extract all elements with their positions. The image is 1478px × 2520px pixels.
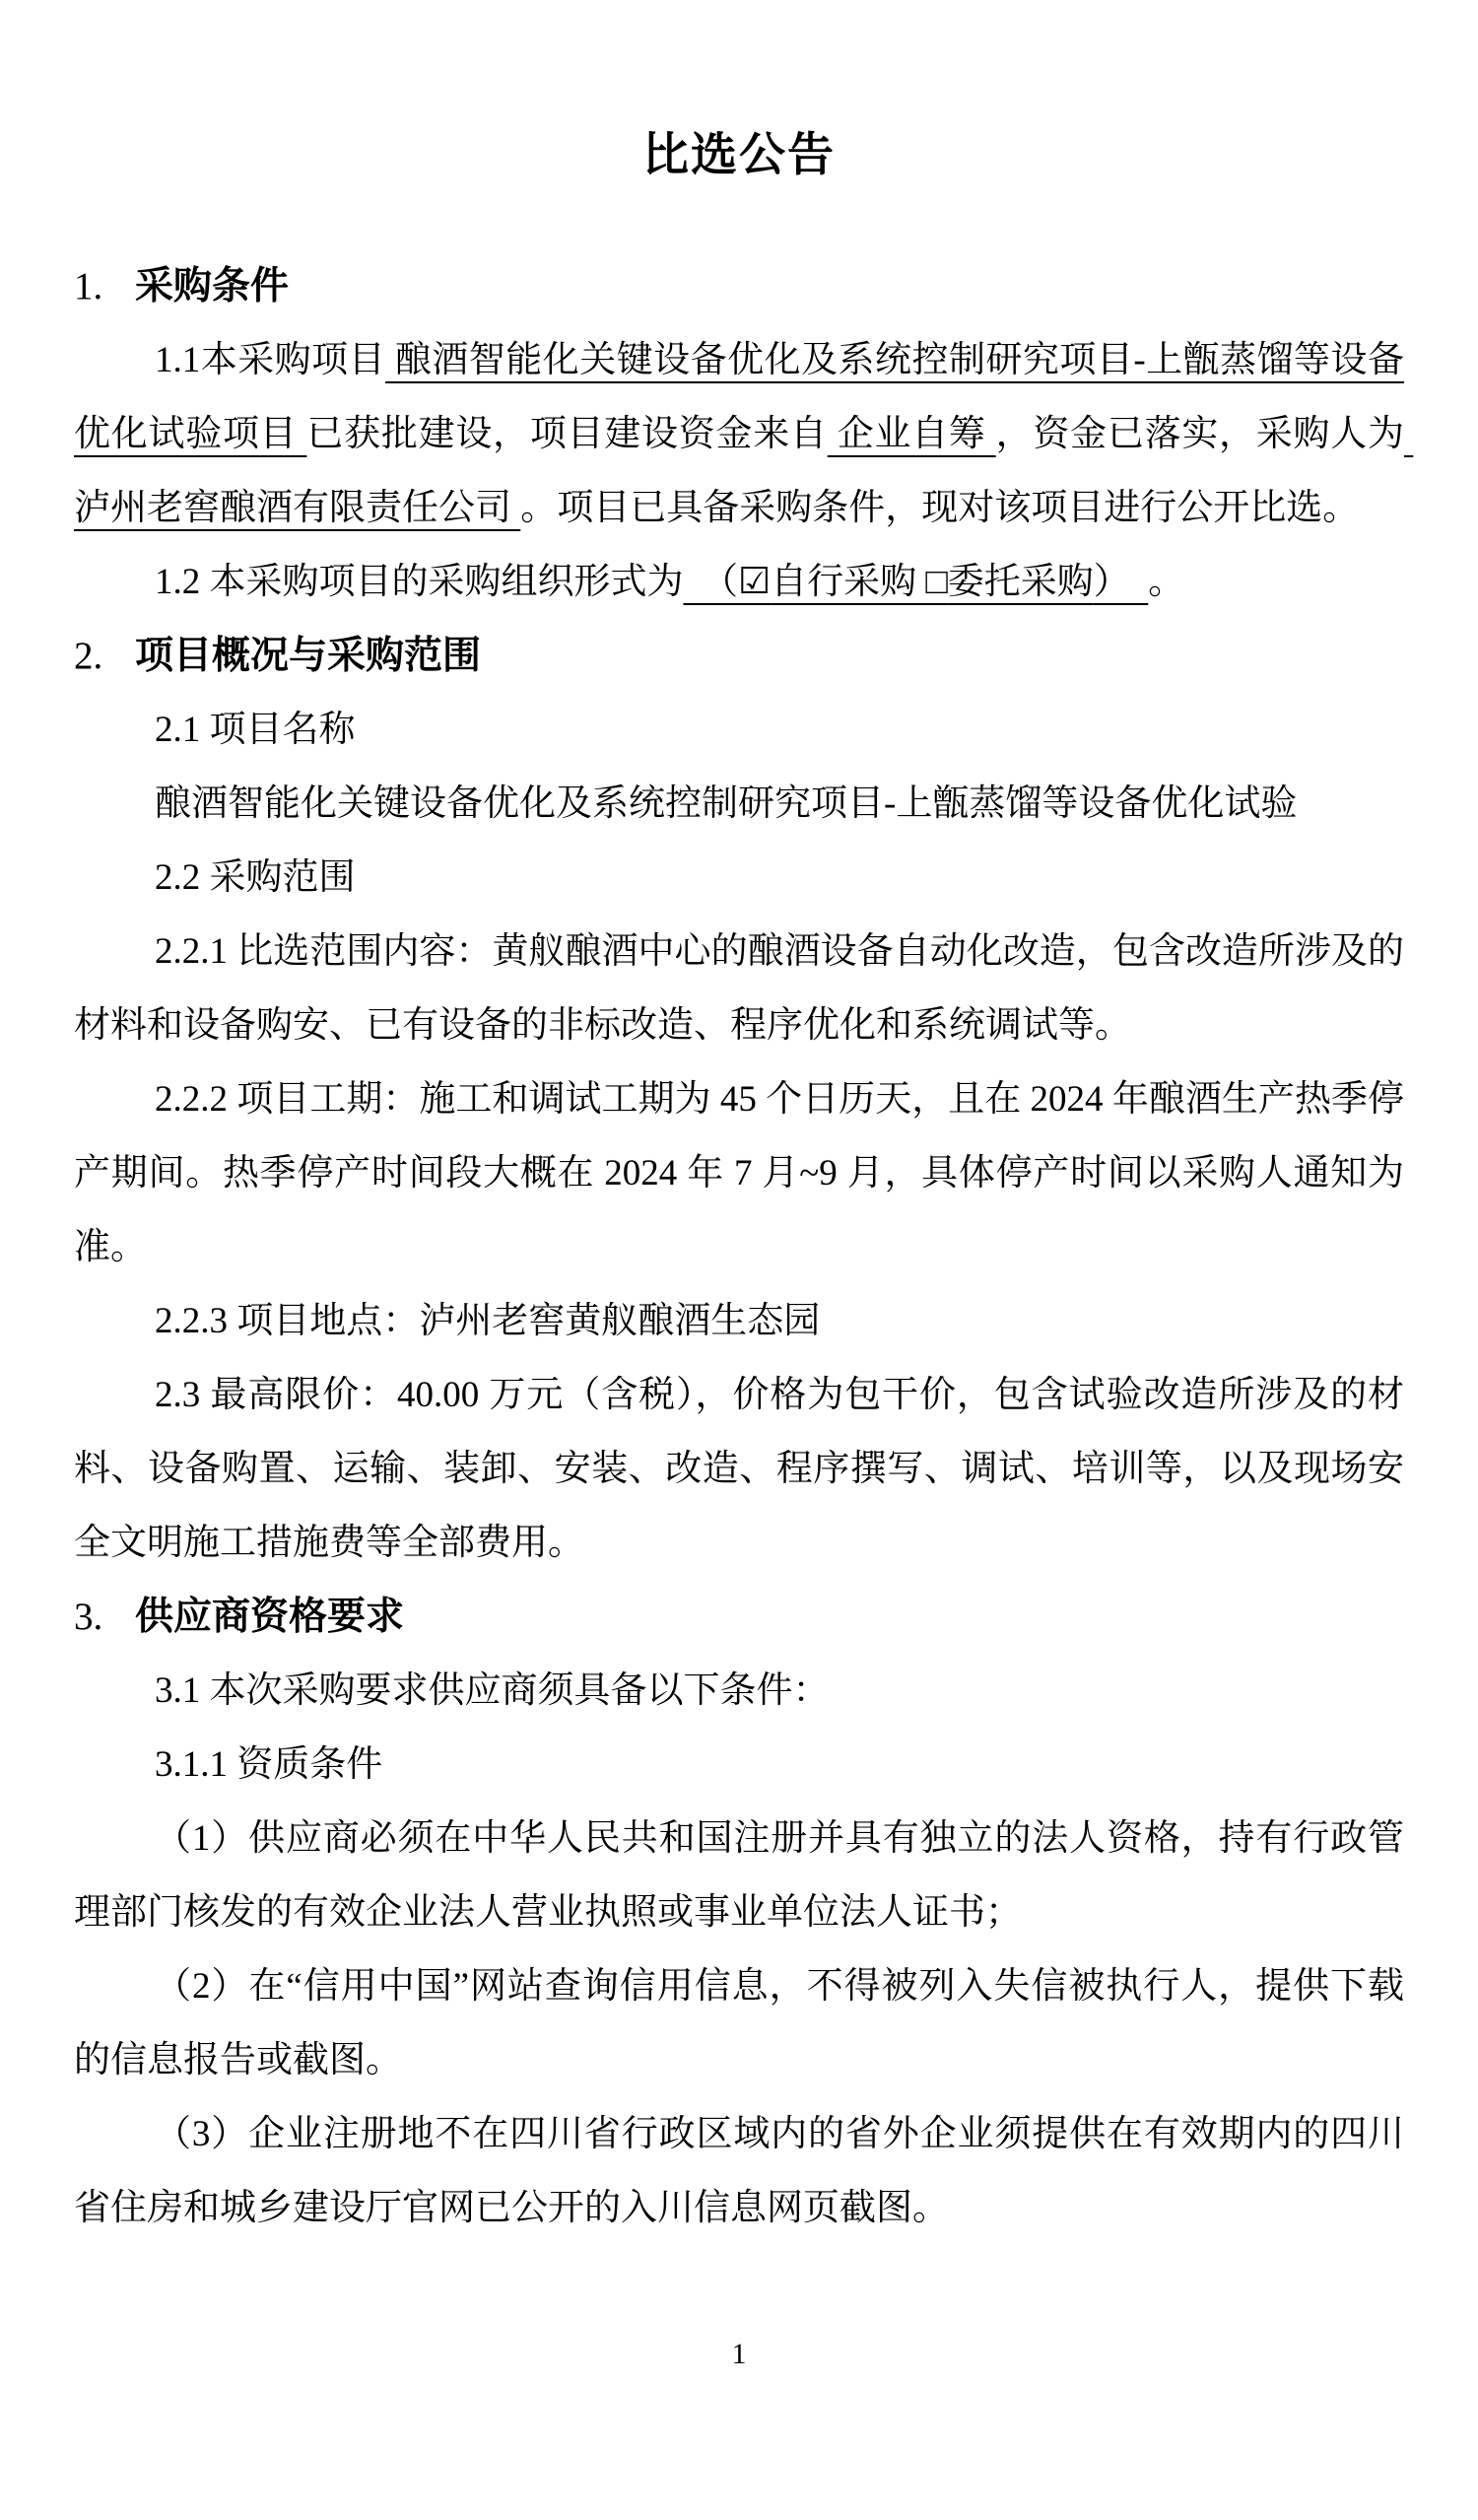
para-2-1-label: 2.1 项目名称 [155, 710, 356, 750]
section-3-title: 供应商资格要求 [135, 1596, 405, 1638]
para-2-2-1: 2.2.1 比选范围内容：黄舣酿酒中心的酿酒设备自动化改造，包含改造所涉及的材料和设备购安、已有设备的非标改造、程序优化和系统调试等。 [74, 931, 1404, 1046]
project-name-field: 酿酒智能化关键设备优化及系统控制研究项目-上甑蒸馏等设备优化试验项目 [74, 340, 1404, 454]
para-1-1-text: ，资金已落实，采购人为 [995, 414, 1405, 454]
document-body [74, 249, 1414, 2245]
para-1-2-text: 。 [1148, 562, 1185, 602]
self-procurement-label: 自行采购 [771, 562, 926, 602]
checked-checkbox-icon: ☑ [738, 562, 772, 602]
para-2-2-2: 2.2.2 项目工期：施工和调试工期为 45 个日历天，且在 2024 年酿酒生产热季停产期间。热季停产时间段大概在 2024 年 7 月~9 月，具体停产时间以采购人通知为准。 [74, 1079, 1404, 1267]
para-1-1-text: 已获批建设，项目建设资金来自 [306, 414, 828, 454]
qualification-item-3: （3）企业注册地不在四川省行政区域内的省外企业须提供在有效期内的四川省住房和城乡建设厅官网已公开的入川信息网页截图。 [74, 2114, 1404, 2228]
qualification-item-2: （2）在“信用中国”网站查询信用信息，不得被列入失信被执行人，提供下载的信息报告或截图。 [74, 1966, 1404, 2080]
page-number: 1 [731, 2338, 747, 2370]
section-2-number: 2. [74, 635, 103, 677]
para-1-1-text: 。项目已具备采购条件，现对该项目进行公开比选。 [520, 488, 1360, 528]
funding-source-field: 企业自筹 [827, 414, 996, 454]
delegated-procurement-label: 委托采购 [947, 562, 1094, 602]
purchaser-name-field: 泸州老窖酿酒有限责任公司 [74, 414, 1414, 528]
para-1-2 [74, 545, 1404, 619]
section-3-heading [74, 1580, 1404, 1654]
section-1-number: 1. [74, 265, 103, 307]
section-2-title: 项目概况与采购范围 [135, 635, 482, 677]
para-1-1 [74, 323, 1414, 545]
para-2-3: 2.3 最高限价：40.00 万元（含税），价格为包干价，包含试验改造所涉及的材料、设备购置、运输、装卸、安装、改造、程序撰写、调试、培训等，以及现场安全文明施工措施费等全部费用。 [74, 1375, 1404, 1563]
section-3-number: 3. [74, 1596, 103, 1638]
close-paren: ） [1093, 562, 1149, 602]
section-1-title: 采购条件 [135, 265, 290, 307]
para-1-1-text: 1.1本采购项目 [155, 340, 386, 380]
section-1-heading [74, 249, 1404, 323]
page-title: 比选公告 [642, 130, 836, 181]
para-3-1: 3.1 本次采购要求供应商须具备以下条件： [155, 1670, 830, 1711]
para-2-1-project-name: 酿酒智能化关键设备优化及系统控制研究项目-上甑蒸馏等设备优化试验 [155, 783, 1298, 824]
unchecked-checkbox-icon: □ [925, 562, 948, 602]
org-form-field [684, 562, 1149, 602]
section-2-heading [74, 619, 1404, 693]
para-2-2-label: 2.2 采购范围 [155, 857, 356, 898]
para-1-2-text: 1.2 本采购项目的采购组织形式为 [155, 562, 684, 602]
open-paren: （ [683, 562, 738, 602]
para-3-1-1: 3.1.1 资质条件 [155, 1744, 383, 1785]
qualification-item-1: （1）供应商必须在中华人民共和国注册并具有独立的法人资格，持有行政管理部门核发的有效企业法人营业执照或事业单位法人证书； [74, 1818, 1404, 1933]
para-2-2-3: 2.2.3 项目地点：泸州老窖黄舣酿酒生态园 [155, 1301, 821, 1341]
